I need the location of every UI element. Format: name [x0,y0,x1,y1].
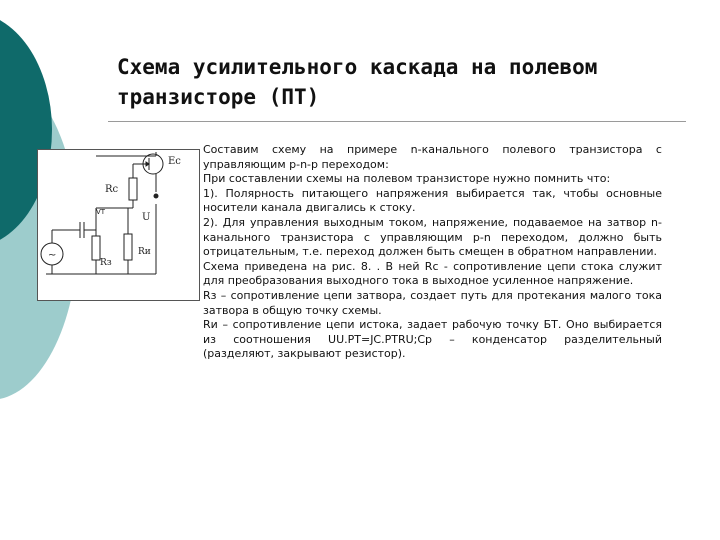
resistor-ri [124,234,132,260]
label-source: ~ [48,250,57,261]
paragraph-1: Составим схему на примере n-канального полевого транзистора с управляющим p-n-p переходом: [203,143,662,171]
resistor-rz [92,236,100,260]
label-rz: Rз [100,258,112,268]
label-ri: Rи [138,247,151,257]
label-ec: Ec [168,156,181,167]
label-vt: VT [96,208,106,216]
paragraph-7: Rи – сопротивление цепи истока, задает рабочую точку БТ. Оно выбирается из соотношения UU.PT=JC.PTRU;Cр – конденсатор разделительный (разделяют, закрывают резистор). [203,318,662,361]
title-line-2: транзисторе (ПТ) [117,85,320,109]
circuit-diagram [37,149,200,301]
paragraph-5: Схема приведена на рис. 8. . В ней Rc - сопротивление цепи стока служит для преобразования выходного тока в выходное усиленное напряжение. [203,259,662,288]
paragraph-2: При составлении схемы на полевом транзисторе нужно помнить что: [203,172,611,186]
body-text [203,143,662,362]
title-line-1: Схема усилительного каскада на полевом [117,55,598,79]
paragraph-4: 2). Для управления выходным током, напряжение, подаваемое на затвор n-канального транзистора с управляющим p-n переходом, должно быть отрицательным, т.е. переход должен быть смещен в обратном направлении. [203,215,662,259]
page-title [117,52,712,112]
paragraph-3: 1). Полярность питающего напряжения выбирается так, чтобы основные носители канала двигались к стоку. [203,186,662,215]
paragraph-6: Rз – сопротивление цепи затвора, создает путь для протекания малого тока затвора в общую точку схемы. [203,288,662,317]
title-divider [108,121,686,122]
label-u: U [142,212,151,223]
circuit-schematic [38,150,199,300]
label-rc: Rc [105,184,119,195]
resistor-rc [129,178,137,200]
